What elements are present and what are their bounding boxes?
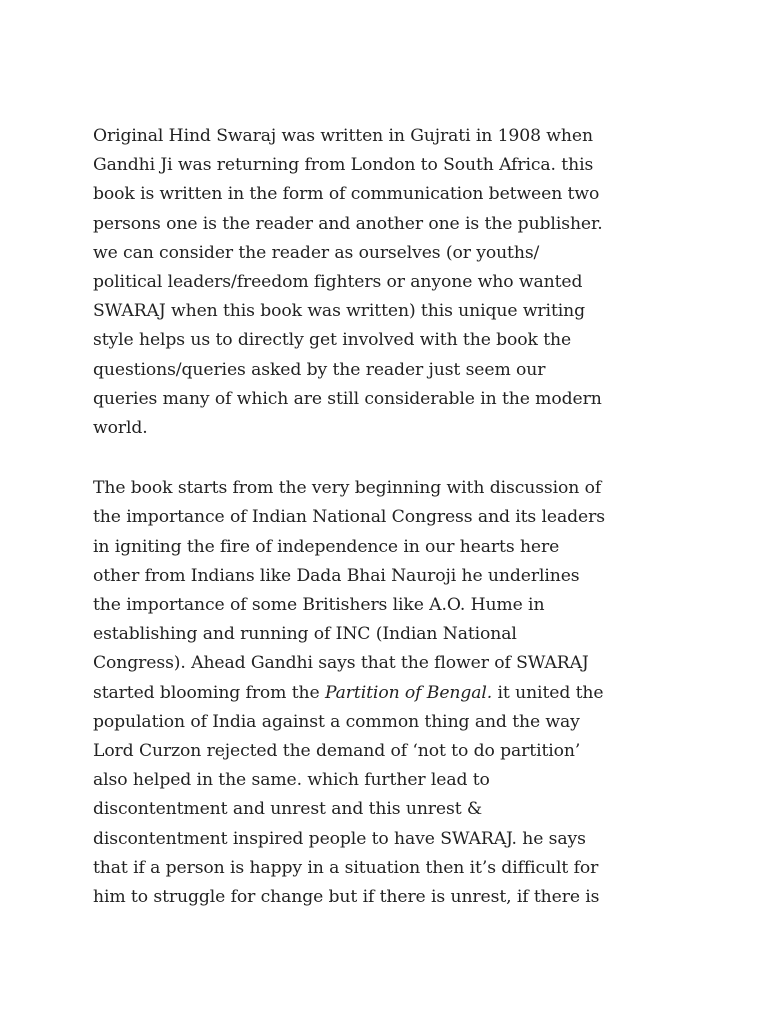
text-line: we can consider the reader as ourselves (or youths/: [93, 242, 540, 263]
text-line: The book starts from the very beginning with discussion of: [93, 478, 602, 499]
text-line-with-emphasis: [93, 679, 683, 708]
text-line: world.: [93, 418, 148, 439]
text-line: establishing and running of INC (Indian National: [93, 624, 517, 645]
text-line: political leaders/freedom fighters or anyone who wanted: [93, 272, 583, 293]
text-line: queries many of which are still considerable in the modern: [93, 388, 602, 409]
text-line: that if a person is happy in a situation then it’s difficult for: [93, 857, 599, 878]
text-line: questions/queries asked by the reader just seem our: [93, 359, 546, 380]
text-line: him to struggle for change but if there is unrest, if there is: [93, 887, 600, 908]
text-line: style helps us to directly get involved with the book the: [93, 330, 572, 351]
text-line: discontentment inspired people to have SWARAJ. he says: [93, 828, 586, 849]
text-line: Lord Curzon rejected the demand of ‘not to do partition’: [93, 741, 581, 762]
document-body: [93, 122, 683, 912]
text-line: the importance of Indian National Congress and its leaders: [93, 507, 605, 528]
text-line: SWARAJ when this book was written) this unique writing: [93, 301, 586, 322]
emphasized-text: Partition of Bengal.: [324, 682, 493, 703]
text-line: population of India against a common thing and the way: [93, 711, 580, 732]
text-line: discontentment and unrest and this unrest &: [93, 799, 483, 820]
text-line: also helped in the same. which further lead to: [93, 770, 490, 791]
text-segment: started blooming from the: [93, 682, 325, 703]
text-line: persons one is the reader and another one is the publisher.: [93, 213, 603, 234]
text-line: other from Indians like Dada Bhai Nauroji he underlines: [93, 565, 580, 586]
text-line: Original Hind Swaraj was written in Gujrati in 1908 when: [93, 126, 593, 146]
paragraph-1: [93, 122, 683, 443]
text-line: the importance of some Britishers like A.O. Hume in: [93, 595, 545, 616]
text-line: in igniting the fire of independence in our hearts here: [93, 536, 560, 557]
text-segment: it united the: [492, 682, 604, 703]
text-line: book is written in the form of communication between two: [93, 184, 600, 205]
paragraph-2: [93, 474, 683, 912]
text-line: Gandhi Ji was returning from London to South Africa. this: [93, 155, 594, 176]
text-line: Congress). Ahead Gandhi says that the flower of SWARAJ: [93, 653, 589, 674]
